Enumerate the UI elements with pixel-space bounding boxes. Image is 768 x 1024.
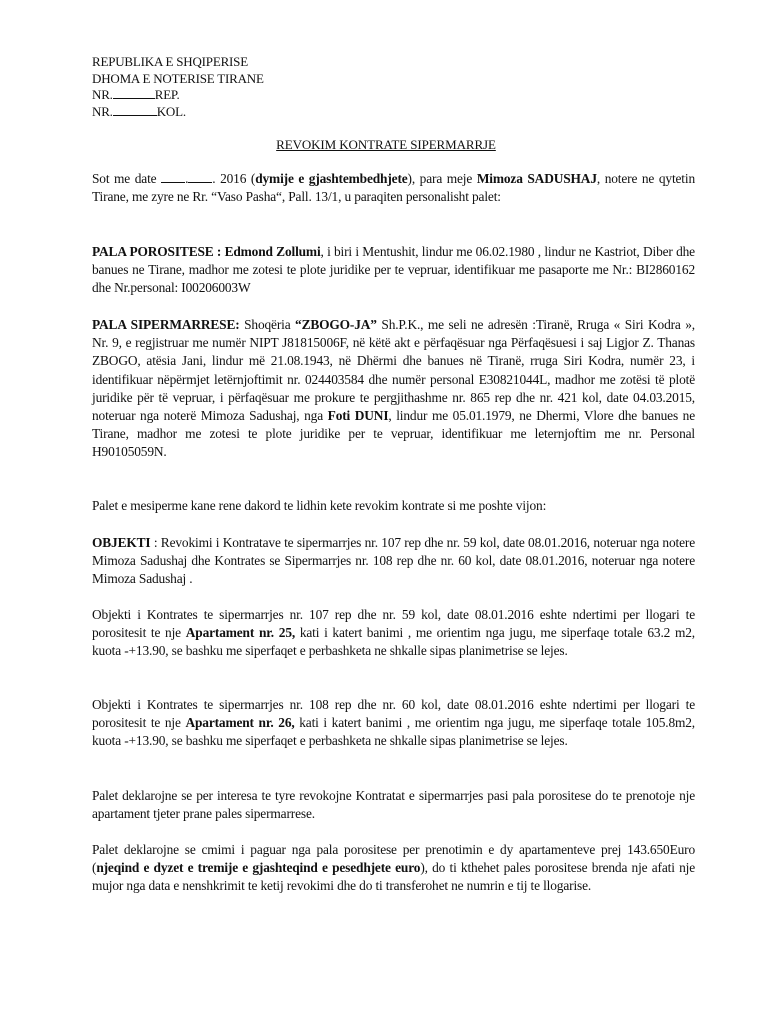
apartment-25: Apartament nr. 25, <box>185 625 296 641</box>
apartment-26: Apartament nr. 26, <box>185 715 295 731</box>
declaration-2-paragraph: Palet deklarojne se cmimi i paguar nga pala porositese per prenotimin e dy apartamenteve prej 143.650Euro (njeqind e dyzet e tremije e gjashteqind e pesedhjete euro), do ti kthehet pales porositese brenda nje afati nje mujor nga data e nenshkrimit te ketij revokimi dhe do ti transferohet ne numrin e tij te llogarise. <box>92 842 695 894</box>
contract-107-paragraph: Objekti i Kontrates te sipermarrjes nr. 107 rep dhe nr. 59 kol, date 08.01.2016 eshte ndertimi per llogari te porositesit te nje Apartament nr. 25, kati i katert banimi , me orientim nga jugu, me siperfaqe totale 63.2 m2, kuota -+13.90, se bashku me siperfaqet e perbashketa ne shkalle sipas planimetrise se lejes. <box>92 607 695 659</box>
header-republic: REPUBLIKA E SHQIPERISE <box>92 54 248 69</box>
header-rep-number: NR. REP. <box>92 87 180 102</box>
notary-name: Mimoza SADUSHAJ <box>476 171 597 186</box>
pala-porositese-paragraph: PALA POROSITESE : Edmond Zollumi, i biri i Mentushit, lindur me 06.02.1980 , lindur ne Kastriot, Diber dhe banues ne Tirane, madhor me zotesi te plote juridike per te vepruar, identifikuar me pasaporte me Nr.: BI2860162 dhe Nr.personal: I00206003W <box>92 244 695 296</box>
pala-porositese-label: PALA POROSITESE : Edmond Zollumi <box>92 244 321 259</box>
notary-header <box>92 54 264 120</box>
header-chamber: DHOMA E NOTERISE TIRANE <box>92 70 264 86</box>
company-name: “ZBOGO-JA” <box>295 317 377 332</box>
amount-in-words: njeqind e dyzet e tremije e gjashteqind e pesedhjete euro <box>96 860 421 876</box>
header-kol-number: NR. KOL. <box>92 103 186 119</box>
contract-108-paragraph: Objekti i Kontrates te sipermarrjes nr. 108 rep dhe nr. 60 kol, date 08.01.2016 eshte ndertimi per llogari te porositesit te nje Apartament nr. 26, kati i katert banimi , me orientim nga jugu, me siperfaqe totale 105.8m2, kuota -+13.90, se bashku me siperfaqet e perbashketa ne shkalle sipas planimetrise se lejes. <box>92 697 696 749</box>
agreement-paragraph: Palet e mesiperme kane rene dakord te lidhin kete revokim kontrate si me poshte vijon: <box>92 498 547 513</box>
intro-paragraph: Sot me date . . 2016 (dymije e gjashtembedhjete), para meje Mimoza SADUSHAJ, notere ne qytetin Tirane, me zyre ne Rr. “Vaso Pasha“, Pall. 13/1, u paraqiten personalisht palet: <box>92 171 695 205</box>
document-title: REVOKIM KONTRATE SIPERMARRJE <box>276 137 496 152</box>
objekti-label: OBJEKTI <box>92 535 151 550</box>
declaration-1-paragraph: Palet deklarojne se per interesa te tyre revokojne Kontratat e sipermarrjes pasi pala porositese do te prenotoje nje apartament tjeter prane pales sipermarrese. <box>92 788 695 822</box>
objekti-paragraph: OBJEKTI : Revokimi i Kontratave te sipermarrjes nr. 107 rep dhe nr. 59 kol, date 08.01.2016, noteruar nga notere Mimoza Sadushaj dhe Kontrates se Sipermarrjes nr. 108 rep dhe nr. 60 kol, date 08.01.2016, noteruar nga notere Mimoza Sadushaj . <box>92 535 695 587</box>
pala-sipermarrese-label: PALA SIPERMARRESE: <box>92 317 240 332</box>
pala-sipermarrese-paragraph: PALA SIPERMARRESE: Shoqëria “ZBOGO-JA” Sh.P.K., me seli ne adresën :Tiranë, Rruga « Siri Kodra », Nr. 9, e regjistruar me numër NIPT J81815006F, në këtë akt e përfaqësuar nga Përfaqësuesi i saj Ligjor Z. Thanas ZBOGO, atësia Jani, lindur më 21.08.1943, në Dhërmi dhe banues në Tiranë, rruga Siri Kodra, numër 23, i identifikuar nëpërmjet letërnjoftimit nr. 024403584 dhe numër personal E30821044L, madhor me zotësi të plotë juridike për të vepruar, i përfaqësuar me prokure te pergjithashme nr. 865 rep dhe nr. 421 kol, date 04.03.2015, noteruar nga noterë Mimoza Sadushaj, nga Foti DUNI, lindur me 05.01.1979, ne Dhermi, Vlore dhe banues ne Tirane, madhor me zotesi te plote juridike per te vepruar, identifikuar me leternjoftim me nr. Personal H90105059N. <box>92 317 696 460</box>
representative-name: Foti DUNI <box>327 408 389 424</box>
